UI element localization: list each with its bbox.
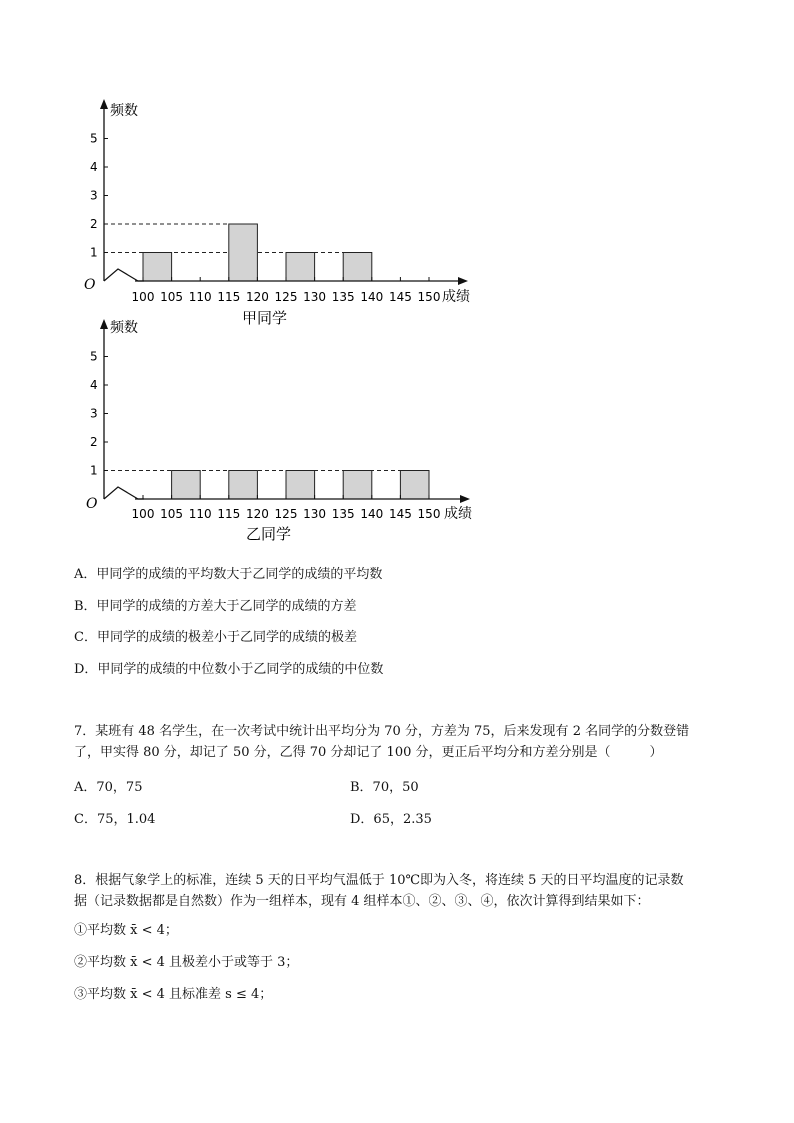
histogram-bar — [229, 224, 258, 281]
histogram-bar — [343, 253, 372, 282]
q7-option-b[interactable]: B．70，50 — [350, 780, 419, 795]
chart-caption: 乙同学 — [246, 525, 292, 543]
y-tick-label: 5 — [90, 131, 98, 146]
y-axis-label: 频数 — [110, 320, 138, 336]
x-tick-label: 145 — [388, 507, 412, 521]
origin-label: O — [84, 277, 96, 293]
x-tick-label: 100 — [131, 290, 155, 304]
x-tick-label: 100 — [131, 507, 155, 521]
x-tick-label: 105 — [160, 507, 184, 521]
x-tick-label: 115 — [217, 290, 241, 304]
x-axis-arrow-icon — [460, 495, 470, 503]
x-tick-label: 145 — [388, 290, 412, 304]
y-tick-label: 5 — [90, 349, 98, 364]
chart-caption: 甲同学 — [242, 309, 288, 327]
histogram-bar — [229, 471, 258, 500]
y-axis-arrow-icon — [100, 319, 108, 329]
q8-stem-line1: 8．根据气象学上的标准，连续 5 天的日平均气温低于 10℃即为入冬，将连续 5 天的日平均温度的记录数 — [74, 873, 684, 888]
x-tick-label: 130 — [303, 290, 327, 304]
q6-option-d[interactable]: D．甲同学的成绩的中位数小于乙同学的成绩的中位数 — [74, 662, 384, 677]
q6-option-a[interactable]: A．甲同学的成绩的平均数大于乙同学的成绩的平均数 — [74, 567, 383, 582]
q8-item-2: ②平均数 x̄ < 4 且极差小于或等于 3； — [74, 955, 299, 970]
x-axis-arrow-icon — [458, 277, 468, 285]
x-tick-label: 130 — [303, 507, 327, 521]
y-tick-label: 3 — [90, 188, 98, 203]
q7-option-a[interactable]: A．70，75 — [74, 780, 143, 795]
y-axis-label: 频数 — [110, 103, 138, 119]
x-tick-label: 150 — [417, 507, 441, 521]
q8-item-1: ①平均数 x̄ < 4； — [74, 923, 178, 938]
x-axis-label: 成绩 — [442, 289, 470, 305]
y-tick-label: 1 — [90, 463, 98, 478]
q8-stem-line2: 据（记录数据都是自然数）作为一组样本，现有 4 组样本①、②、③、④，依次计算得到结果如下： — [74, 894, 650, 909]
y-tick-label: 2 — [90, 217, 98, 231]
x-tick-label: 135 — [331, 290, 355, 304]
histogram-bar — [172, 471, 201, 500]
q8-item-3: ③平均数 x̄ < 4 且标准差 s ≤ 4； — [74, 987, 273, 1002]
q6-option-b[interactable]: B．甲同学的成绩的方差大于乙同学的成绩的方差 — [74, 599, 357, 614]
histogram-jia — [80, 95, 490, 330]
x-tick-label: 110 — [188, 507, 212, 521]
x-tick-label: 115 — [217, 507, 241, 521]
q7-option-d[interactable]: D．65，2.35 — [350, 812, 432, 827]
histogram-yi — [80, 315, 490, 545]
axis-break-zigzag — [104, 487, 144, 499]
axis-break-zigzag — [104, 269, 144, 281]
x-tick-label: 105 — [160, 290, 184, 304]
x-tick-label: 135 — [331, 507, 355, 521]
histogram-bar — [143, 253, 172, 282]
y-tick-label: 4 — [90, 378, 98, 392]
y-tick-label: 3 — [90, 406, 98, 421]
q7-option-c[interactable]: C．75，1.04 — [74, 812, 156, 827]
y-tick-label: 2 — [90, 435, 98, 449]
y-tick-label: 1 — [90, 245, 98, 260]
x-tick-label: 125 — [274, 290, 298, 304]
q7-stem-line1: 7．某班有 48 名学生，在一次考试中统计出平均分为 70 分，方差为 75，后来发现有 2 名同学的分数登错 — [74, 724, 690, 739]
origin-label: O — [86, 496, 98, 512]
x-tick-label: 150 — [417, 290, 441, 304]
x-tick-label: 120 — [245, 507, 269, 521]
q6-option-c[interactable]: C．甲同学的成绩的极差小于乙同学的成绩的极差 — [74, 630, 357, 645]
x-tick-label: 140 — [360, 507, 384, 521]
y-tick-label: 4 — [90, 160, 98, 174]
x-tick-label: 125 — [274, 507, 298, 521]
x-tick-label: 110 — [188, 290, 212, 304]
y-axis-arrow-icon — [100, 99, 108, 109]
histogram-bar — [400, 471, 429, 500]
histogram-bar — [343, 471, 372, 500]
histogram-bar — [286, 253, 315, 282]
q7-stem-line2: 了，甲实得 80 分，却记了 50 分，乙得 70 分却记了 100 分，更正后平均分和方差分别是（ ） — [74, 745, 663, 760]
x-tick-label: 140 — [360, 290, 384, 304]
histogram-bar — [286, 471, 315, 500]
x-tick-label: 120 — [245, 290, 269, 304]
x-axis-label: 成绩 — [444, 506, 472, 522]
